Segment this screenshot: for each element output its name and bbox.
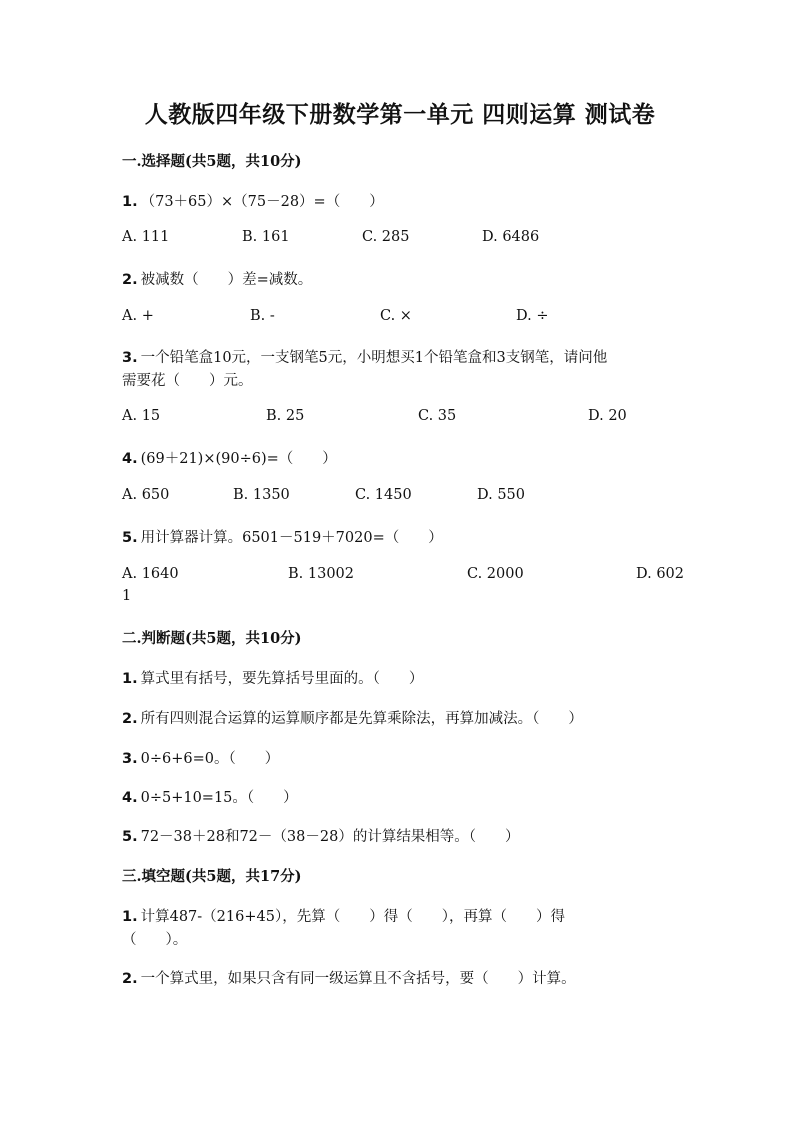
question-text: (69＋21)×(90÷6)=（ ） bbox=[140, 451, 337, 467]
question-number: 4. bbox=[122, 790, 138, 806]
option-b: B. 25 bbox=[266, 408, 305, 424]
question-1-1 bbox=[122, 190, 384, 211]
option-b: B. 161 bbox=[242, 229, 290, 245]
question-text: （73＋65）×（75－28）=（ ） bbox=[140, 194, 384, 210]
question-1-2 bbox=[122, 268, 312, 289]
question-2-4 bbox=[122, 786, 298, 807]
question-3-1-line2: （ ）。 bbox=[122, 932, 188, 948]
option-c: C. 2000 bbox=[467, 566, 524, 582]
question-number: 2. bbox=[122, 971, 138, 987]
option-c: C. × bbox=[380, 308, 412, 324]
option-c: C. 1450 bbox=[355, 487, 412, 503]
option-b: B. 13002 bbox=[288, 566, 355, 582]
option-a: A. 111 bbox=[122, 229, 170, 245]
question-number: 4. bbox=[122, 451, 138, 467]
question-text: 0÷5+10=15。（ ） bbox=[140, 790, 298, 806]
page-title: 人教版四年级下册数学第一单元 四则运算 测试卷 bbox=[144, 101, 656, 128]
question-1-4 bbox=[122, 447, 337, 468]
question-text: 一个算式里，如果只含有同一级运算且不含括号，要（ ）计算。 bbox=[140, 971, 576, 987]
question-1-5 bbox=[122, 526, 443, 547]
option-b: B. 1350 bbox=[233, 487, 290, 503]
question-text: 用计算器计算。6501－519＋7020=（ ） bbox=[140, 530, 443, 546]
question-text: 一个铅笔盒10元，一支钢笔5元，小明想买1个铅笔盒和3支钢笔，请问他 bbox=[140, 350, 608, 366]
option-d: D. 602 bbox=[636, 566, 685, 582]
option-a: A. 15 bbox=[122, 408, 161, 424]
option-d: D. ÷ bbox=[516, 308, 549, 324]
question-number: 1. bbox=[122, 671, 138, 687]
question-text: 算式里有括号，要先算括号里面的。（ ） bbox=[140, 671, 424, 687]
question-3-2 bbox=[122, 967, 576, 988]
section-heading-choice: 一.选择题(共5题，共10分) bbox=[122, 153, 302, 170]
section-heading-fill-blank: 三.填空题(共5题，共17分) bbox=[122, 868, 302, 885]
question-number: 5. bbox=[122, 530, 138, 546]
question-number: 3. bbox=[122, 350, 138, 366]
option-d: D. 20 bbox=[588, 408, 627, 424]
question-text: 计算487-（216+45），先算（ ）得（ ），再算（ ）得 bbox=[140, 909, 565, 925]
option-d: D. 550 bbox=[477, 487, 526, 503]
option-c: C. 285 bbox=[362, 229, 410, 245]
question-number: 5. bbox=[122, 829, 138, 845]
question-3-1 bbox=[122, 905, 565, 926]
question-text: 0÷6+6=0。（ ） bbox=[140, 751, 280, 767]
option-d: D. 6486 bbox=[482, 229, 540, 245]
section-heading-true-false: 二.判断题(共5题，共10分) bbox=[122, 630, 302, 647]
question-2-3 bbox=[122, 747, 279, 768]
option-b: B. - bbox=[250, 308, 275, 324]
question-text: 所有四则混合运算的运算顺序都是先算乘除法，再算加减法。（ ） bbox=[140, 711, 583, 727]
question-text: 被减数（ ）差=减数。 bbox=[140, 272, 313, 288]
question-text: 72－38＋28和72－（38－28）的计算结果相等。（ ） bbox=[140, 829, 520, 845]
question-number: 2. bbox=[122, 711, 138, 727]
question-2-1 bbox=[122, 667, 423, 688]
option-a: A. 650 bbox=[122, 487, 170, 503]
question-2-5 bbox=[122, 825, 520, 846]
question-number: 1. bbox=[122, 909, 138, 925]
question-1-3-line2: 需要花（ ）元。 bbox=[122, 373, 253, 389]
question-number: 3. bbox=[122, 751, 138, 767]
option-a: A. + bbox=[122, 308, 154, 324]
option-c: C. 35 bbox=[418, 408, 457, 424]
option-a: A. 1640 bbox=[122, 566, 179, 582]
question-number: 2. bbox=[122, 272, 138, 288]
option-d-wrap: 1 bbox=[122, 588, 132, 604]
question-number: 1. bbox=[122, 194, 138, 210]
question-1-3 bbox=[122, 346, 607, 367]
question-2-2 bbox=[122, 707, 583, 728]
